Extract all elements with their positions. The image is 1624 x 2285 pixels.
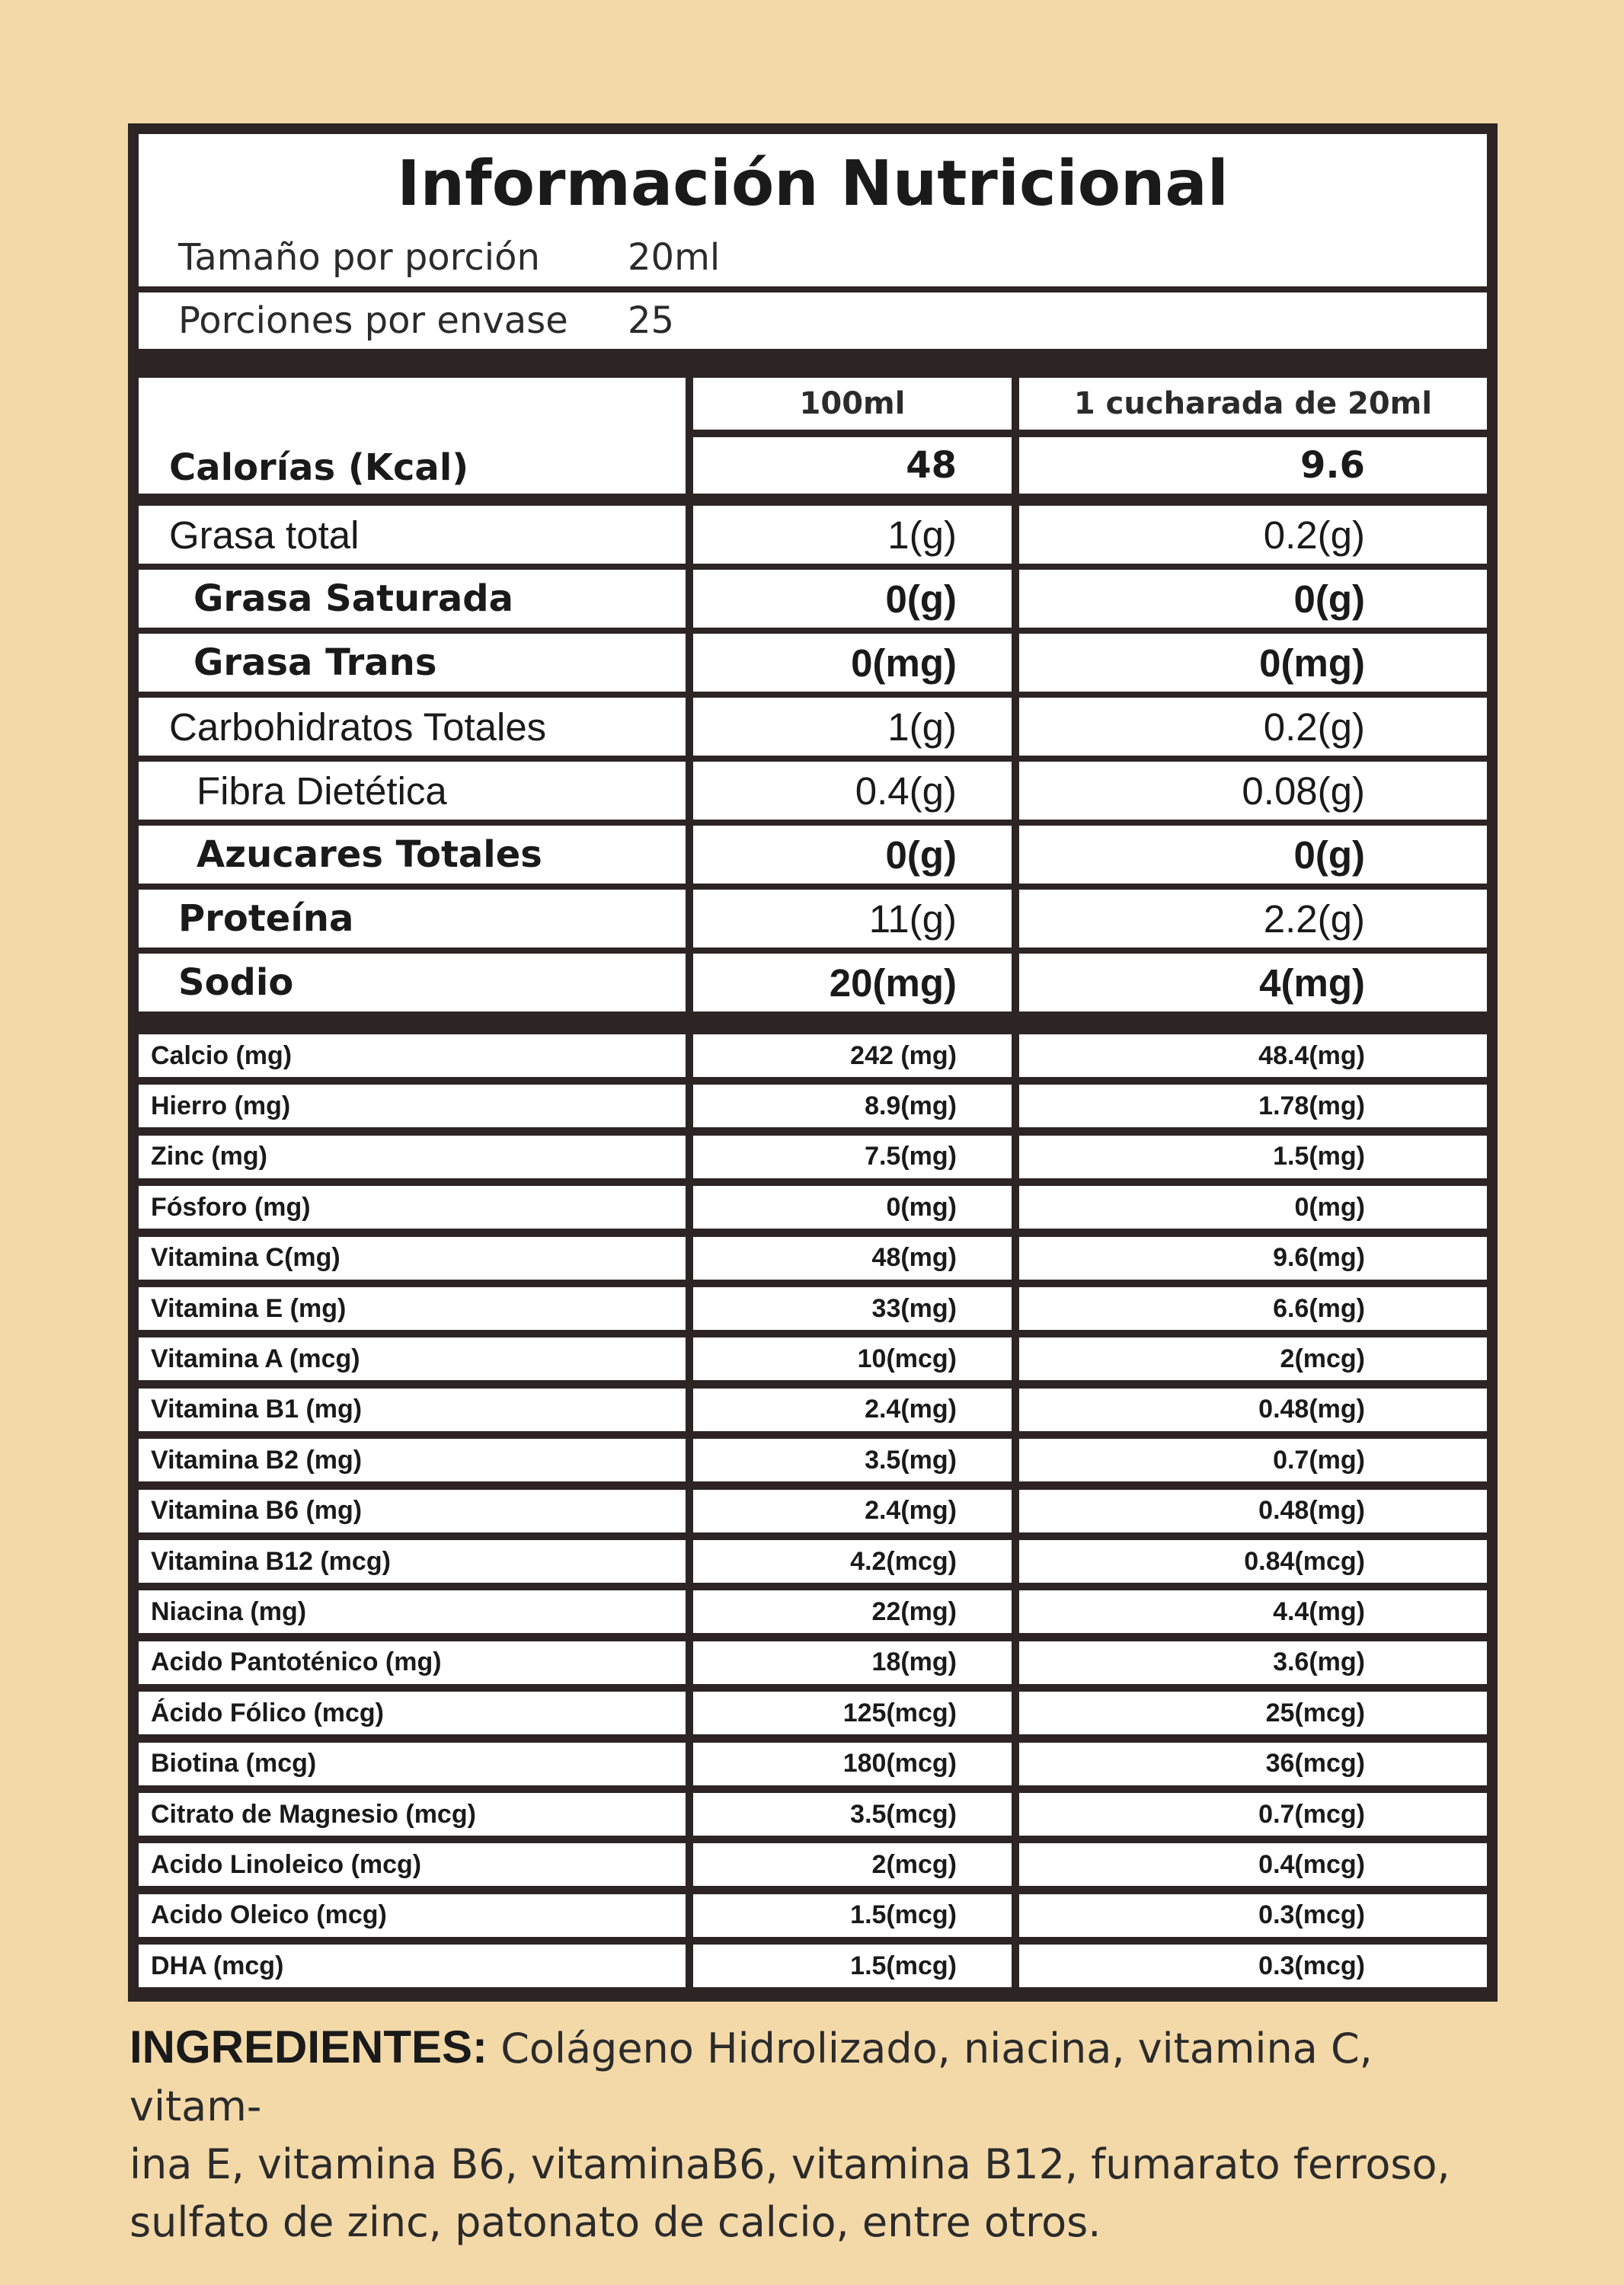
calories-label: Calorías (Kcal) xyxy=(169,446,469,489)
micronutrient-value-spoon: 0.7(mg) xyxy=(1019,1439,1487,1481)
micronutrient-label: Vitamina A (mcg) xyxy=(139,1337,686,1380)
micronutrient-value-spoon: 6.6(mg) xyxy=(1019,1287,1487,1330)
micronutrient-value-spoon: 1.78(mg) xyxy=(1019,1085,1487,1127)
nutrient-label: Sodio xyxy=(139,954,686,1011)
ingredients-text xyxy=(129,2018,1501,2251)
ingredients-line-3: sulfato de zinc, patonato de calcio, entre otros. xyxy=(129,2198,1101,2246)
micronutrient-value-spoon: 0(mg) xyxy=(1019,1186,1487,1229)
nutrient-value-100ml: 0.4(g) xyxy=(693,762,1012,820)
nutrient-label: Grasa Trans xyxy=(139,634,686,692)
micronutrient-value-100ml: 10(mcg) xyxy=(693,1337,1012,1380)
micronutrient-value-spoon: 0.84(mcg) xyxy=(1019,1540,1487,1583)
micronutrient-label: Citrato de Magnesio (mcg) xyxy=(139,1793,686,1836)
micronutrient-label: Vitamina B1 (mg) xyxy=(139,1389,686,1431)
serving-size-value: 20ml xyxy=(628,236,721,279)
micronutrient-value-100ml: 2.4(mg) xyxy=(693,1490,1012,1532)
nutrient-value-100ml: 0(g) xyxy=(693,826,1012,884)
micronutrient-value-spoon: 9.6(mg) xyxy=(1019,1237,1487,1280)
micronutrient-value-spoon: 1.5(mg) xyxy=(1019,1136,1487,1178)
micronutrient-value-100ml: 242 (mg) xyxy=(693,1034,1012,1077)
micronutrient-value-spoon: 2(mcg) xyxy=(1019,1337,1487,1380)
nutrient-value-spoon: 0(mg) xyxy=(1019,634,1487,692)
serving-size-row xyxy=(139,228,1487,286)
micronutrient-value-spoon: 25(mcg) xyxy=(1019,1692,1487,1734)
servings-per-container-value: 25 xyxy=(628,299,675,342)
micronutrient-label: Vitamina B2 (mg) xyxy=(139,1439,686,1481)
micronutrient-value-100ml: 3.5(mcg) xyxy=(693,1793,1012,1836)
micronutrient-value-100ml: 1.5(mcg) xyxy=(693,1945,1012,1987)
micronutrient-value-100ml: 3.5(mg) xyxy=(693,1439,1012,1481)
nutrient-value-100ml: 11(g) xyxy=(693,890,1012,948)
micronutrient-label: Hierro (mg) xyxy=(139,1085,686,1127)
nutrient-label: Azucares Totales xyxy=(139,826,686,884)
nutrient-value-100ml: 0(g) xyxy=(693,570,1012,628)
micronutrient-label: Acido Linoleico (mcg) xyxy=(139,1843,686,1886)
micronutrient-value-spoon: 0.4(mcg) xyxy=(1019,1843,1487,1886)
micronutrient-value-100ml: 8.9(mg) xyxy=(693,1085,1012,1127)
nutrient-value-spoon: 0.2(g) xyxy=(1019,698,1487,756)
column-header-100ml: 100ml xyxy=(693,378,1012,430)
nutrient-value-spoon: 0(g) xyxy=(1019,826,1487,884)
micronutrient-value-100ml: 4.2(mcg) xyxy=(693,1540,1012,1583)
ingredients-label: INGREDIENTES: xyxy=(129,2021,488,2072)
nutrient-value-100ml: 1(g) xyxy=(693,506,1012,564)
micronutrient-label: Fósforo (mg) xyxy=(139,1186,686,1229)
micronutrient-label: Calcio (mg) xyxy=(139,1034,686,1077)
micronutrient-value-100ml: 2.4(mg) xyxy=(693,1389,1012,1431)
nutrient-value-spoon: 0(g) xyxy=(1019,570,1487,628)
nutrient-value-100ml: 20(mg) xyxy=(693,954,1012,1011)
table-title: Información Nutricional xyxy=(139,134,1487,228)
micronutrient-label: Vitamina E (mg) xyxy=(139,1287,686,1330)
micronutrient-value-100ml: 7.5(mg) xyxy=(693,1136,1012,1178)
nutrition-facts-table xyxy=(128,123,1498,2002)
micronutrient-label: Vitamina C(mg) xyxy=(139,1237,686,1280)
nutrient-label: Grasa total xyxy=(139,506,686,564)
micronutrient-value-100ml: 1.5(mcg) xyxy=(693,1894,1012,1937)
nutrient-label: Grasa Saturada xyxy=(139,570,686,628)
micronutrient-value-100ml: 22(mg) xyxy=(693,1590,1012,1633)
nutrient-label: Proteína xyxy=(139,890,686,948)
micronutrient-value-spoon: 48.4(mg) xyxy=(1019,1034,1487,1077)
micronutrient-label: Niacina (mg) xyxy=(139,1590,686,1633)
ingredients-line-1: Colágeno Hidrolizado, niacina, vitamina C, vitam- xyxy=(129,2025,1373,2130)
serving-size-label: Tamaño por porción xyxy=(178,236,540,279)
micronutrient-value-spoon: 0.3(mcg) xyxy=(1019,1894,1487,1937)
micronutrient-value-spoon: 0.48(mg) xyxy=(1019,1490,1487,1532)
micronutrient-value-spoon: 4.4(mg) xyxy=(1019,1590,1487,1633)
micronutrient-value-100ml: 18(mg) xyxy=(693,1641,1012,1684)
nutrient-label: Carbohidratos Totales xyxy=(139,698,686,756)
micronutrient-label: Vitamina B12 (mcg) xyxy=(139,1540,686,1583)
nutrient-value-100ml: 0(mg) xyxy=(693,634,1012,692)
nutrient-value-spoon: 4(mg) xyxy=(1019,954,1487,1011)
micronutrient-value-100ml: 180(mcg) xyxy=(693,1743,1012,1785)
servings-per-container-row xyxy=(139,292,1487,349)
calories-value-spoon: 9.6 xyxy=(1019,437,1487,494)
micronutrient-label: Biotina (mcg) xyxy=(139,1743,686,1785)
micronutrient-value-100ml: 33(mg) xyxy=(693,1287,1012,1330)
micronutrient-value-100ml: 48(mg) xyxy=(693,1237,1012,1280)
micronutrient-label: DHA (mcg) xyxy=(139,1945,686,1987)
micronutrient-value-spoon: 0.7(mcg) xyxy=(1019,1793,1487,1836)
micronutrient-value-spoon: 3.6(mg) xyxy=(1019,1641,1487,1684)
nutrient-value-spoon: 2.2(g) xyxy=(1019,890,1487,948)
nutrient-value-spoon: 0.08(g) xyxy=(1019,762,1487,820)
column-header-spoon: 1 cucharada de 20ml xyxy=(1019,378,1487,430)
nutrient-value-spoon: 0.2(g) xyxy=(1019,506,1487,564)
micronutrient-value-100ml: 125(mcg) xyxy=(693,1692,1012,1734)
micronutrient-value-spoon: 0.48(mg) xyxy=(1019,1389,1487,1431)
ingredients-line-2: ina E, vitamina B6, vitaminaB6, vitamina B12, fumarato ferroso, xyxy=(129,2140,1450,2188)
nutrient-label: Fibra Dietética xyxy=(139,762,686,820)
micronutrient-label: Zinc (mg) xyxy=(139,1136,686,1178)
micronutrient-label: Vitamina B6 (mg) xyxy=(139,1490,686,1532)
calories-value-100ml: 48 xyxy=(693,437,1012,494)
micronutrient-value-100ml: 0(mg) xyxy=(693,1186,1012,1229)
micronutrient-label: Acido Pantoténico (mg) xyxy=(139,1641,686,1684)
servings-per-container-label: Porciones por envase xyxy=(178,299,568,342)
nutrient-value-100ml: 1(g) xyxy=(693,698,1012,756)
micronutrient-label: Ácido Fólico (mcg) xyxy=(139,1692,686,1734)
micronutrient-value-100ml: 2(mcg) xyxy=(693,1843,1012,1886)
micronutrient-value-spoon: 36(mcg) xyxy=(1019,1743,1487,1785)
micronutrient-value-spoon: 0.3(mcg) xyxy=(1019,1945,1487,1987)
micronutrient-label: Acido Oleico (mcg) xyxy=(139,1894,686,1937)
